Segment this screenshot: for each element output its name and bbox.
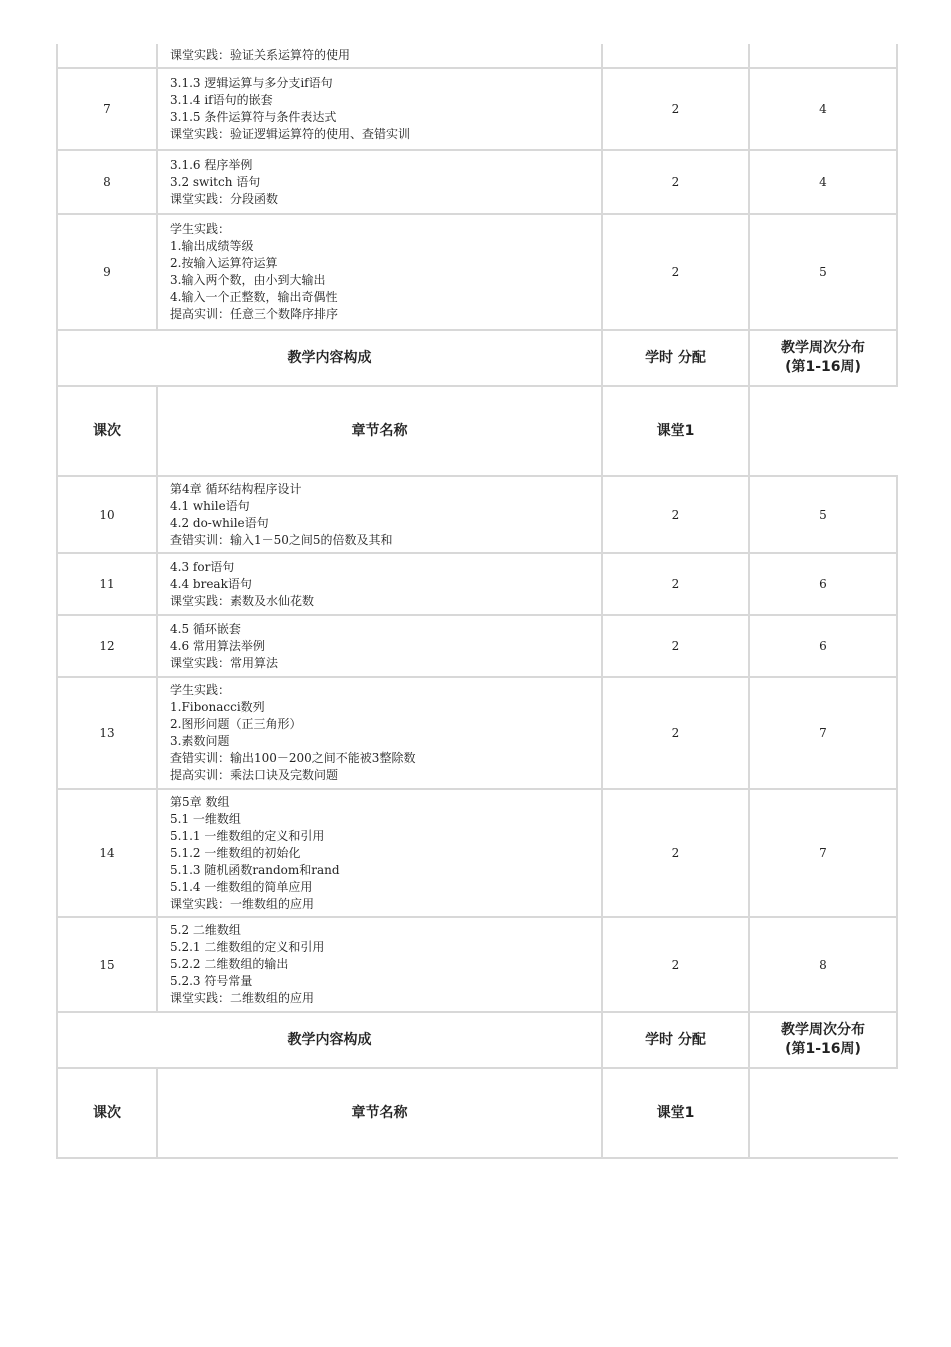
chapter-line: 课堂实践：常用算法 bbox=[170, 655, 279, 670]
table-row bbox=[56, 44, 898, 69]
hours-cell bbox=[603, 44, 750, 69]
table-row bbox=[56, 790, 898, 918]
week-cell: 4 bbox=[750, 69, 898, 151]
table-row bbox=[56, 678, 898, 790]
chapter-cell bbox=[158, 151, 603, 215]
chapter-line: 1.Fibonacci数列 bbox=[170, 700, 265, 714]
week-cell: 6 bbox=[750, 616, 898, 678]
week-cell bbox=[750, 44, 898, 69]
chapter-line: 5.1.1 一维数组的定义和引用 bbox=[170, 828, 325, 843]
hours-cell: 2 bbox=[603, 477, 750, 554]
schedule-table bbox=[56, 44, 898, 1159]
chapter-cell bbox=[158, 477, 603, 554]
hours-header: 学时 分配 bbox=[603, 1013, 750, 1069]
hours-cell: 2 bbox=[603, 918, 750, 1013]
empty-header bbox=[750, 1069, 898, 1159]
hours-cell: 2 bbox=[603, 69, 750, 151]
lesson-num-header: 课次 bbox=[56, 1069, 158, 1159]
chapter-line: 课堂实践：素数及水仙花数 bbox=[170, 593, 315, 608]
table-header-row bbox=[56, 1013, 898, 1069]
chapter-line: 1.输出成绩等级 bbox=[170, 239, 254, 253]
chapter-line: 学生实践： bbox=[170, 222, 231, 236]
chapter-line: 5.1.4 一维数组的简单应用 bbox=[170, 879, 313, 894]
chapter-line: 5.2.3 符号常量 bbox=[170, 974, 253, 988]
table-subheader-row bbox=[56, 1069, 898, 1159]
week-header bbox=[750, 331, 898, 387]
chapter-line: 课堂实践：验证关系运算符的使用 bbox=[170, 48, 351, 62]
chapter-cell bbox=[158, 790, 603, 918]
chapter-line: 3.1.3 逻辑运算与多分支if语句 bbox=[170, 76, 333, 90]
lesson-number: 14 bbox=[56, 790, 158, 918]
week-cell: 8 bbox=[750, 918, 898, 1013]
chapter-line: 3.1.4 if语句的嵌套 bbox=[170, 93, 273, 107]
hours-cell: 2 bbox=[603, 554, 750, 616]
table-row bbox=[56, 69, 898, 151]
chapter-line: 3.输入两个数，由小到大输出 bbox=[170, 273, 326, 287]
week-cell: 4 bbox=[750, 151, 898, 215]
week-cell: 5 bbox=[750, 215, 898, 331]
hours-cell: 2 bbox=[603, 151, 750, 215]
chapter-cell bbox=[158, 69, 603, 151]
chapter-line: 2.按输入运算符运算 bbox=[170, 256, 278, 270]
chapter-cell bbox=[158, 678, 603, 790]
chapter-line: 3.1.6 程序举例 bbox=[170, 157, 253, 172]
week-header-line2: (第1-16周) bbox=[785, 359, 861, 375]
chapter-line: 学生实践： bbox=[170, 683, 231, 697]
chapter-line: 课堂实践：验证逻辑运算符的使用、查错实训 bbox=[170, 127, 411, 141]
lesson-number: 8 bbox=[56, 151, 158, 215]
chapter-line: 查错实训：输入1－50之间5的倍数及其和 bbox=[170, 532, 393, 547]
chapter-line: 4.1 while语句 bbox=[170, 498, 250, 513]
classroom-header: 课堂1 bbox=[603, 387, 750, 477]
lesson-number: 12 bbox=[56, 616, 158, 678]
lesson-number: 15 bbox=[56, 918, 158, 1013]
table-header-row bbox=[56, 331, 898, 387]
lesson-number: 11 bbox=[56, 554, 158, 616]
week-cell: 7 bbox=[750, 790, 898, 918]
chapter-line: 3.素数问题 bbox=[170, 734, 230, 748]
week-header-line1: 教学周次分布 bbox=[781, 340, 865, 356]
table-row bbox=[56, 477, 898, 554]
table-subheader-row bbox=[56, 387, 898, 477]
empty-header bbox=[750, 387, 898, 477]
chapter-line: 2.图形问题（正三角形） bbox=[170, 717, 302, 731]
chapter-cell bbox=[158, 554, 603, 616]
chapter-line: 课堂实践：一维数组的应用 bbox=[170, 896, 315, 911]
week-header-line2: (第1-16周) bbox=[785, 1041, 861, 1057]
chapter-line: 课堂实践：分段函数 bbox=[170, 191, 279, 206]
chapter-line: 5.1 一维数组 bbox=[170, 811, 241, 826]
chapter-line: 第5章 数组 bbox=[170, 794, 230, 809]
chapter-line: 4.输入一个正整数，输出奇偶性 bbox=[170, 290, 338, 304]
table-row bbox=[56, 616, 898, 678]
chapter-line: 4.5 循环嵌套 bbox=[170, 621, 241, 636]
hours-header: 学时 分配 bbox=[603, 331, 750, 387]
chapter-line: 5.1.3 随机函数random和rand bbox=[170, 862, 340, 877]
chapter-header: 章节名称 bbox=[158, 387, 603, 477]
lesson-number bbox=[56, 44, 158, 69]
chapter-header: 章节名称 bbox=[158, 1069, 603, 1159]
classroom-header: 课堂1 bbox=[603, 1069, 750, 1159]
chapter-line: 4.4 break语句 bbox=[170, 576, 252, 591]
chapter-line: 5.2 二维数组 bbox=[170, 923, 241, 937]
content-header: 教学内容构成 bbox=[56, 1013, 603, 1069]
chapter-line: 5.2.1 二维数组的定义和引用 bbox=[170, 940, 325, 954]
lesson-number: 9 bbox=[56, 215, 158, 331]
table-row bbox=[56, 215, 898, 331]
chapter-line: 提高实训：任意三个数降序排序 bbox=[170, 307, 339, 321]
chapter-line: 3.1.5 条件运算符与条件表达式 bbox=[170, 110, 337, 124]
lesson-num-header: 课次 bbox=[56, 387, 158, 477]
hours-cell: 2 bbox=[603, 215, 750, 331]
week-cell: 5 bbox=[750, 477, 898, 554]
hours-cell: 2 bbox=[603, 790, 750, 918]
week-header-line1: 教学周次分布 bbox=[781, 1022, 865, 1038]
chapter-line: 4.6 常用算法举例 bbox=[170, 638, 265, 653]
chapter-line: 5.1.2 一维数组的初始化 bbox=[170, 845, 301, 860]
chapter-line: 课堂实践：二维数组的应用 bbox=[170, 991, 315, 1005]
table-row bbox=[56, 151, 898, 215]
chapter-cell bbox=[158, 918, 603, 1013]
chapter-line: 5.2.2 二维数组的输出 bbox=[170, 957, 289, 971]
table-row bbox=[56, 554, 898, 616]
table-row bbox=[56, 918, 898, 1013]
chapter-line: 查错实训：输出100－200之间不能被3整除数 bbox=[170, 751, 416, 765]
lesson-number: 13 bbox=[56, 678, 158, 790]
hours-cell: 2 bbox=[603, 678, 750, 790]
chapter-line: 4.2 do-while语句 bbox=[170, 515, 269, 530]
chapter-cell bbox=[158, 616, 603, 678]
week-header bbox=[750, 1013, 898, 1069]
hours-cell: 2 bbox=[603, 616, 750, 678]
lesson-number: 7 bbox=[56, 69, 158, 151]
chapter-line: 3.2 switch 语句 bbox=[170, 174, 261, 189]
chapter-cell bbox=[158, 215, 603, 331]
content-header: 教学内容构成 bbox=[56, 331, 603, 387]
chapter-line: 第4章 循环结构程序设计 bbox=[170, 481, 302, 496]
chapter-cell bbox=[158, 44, 603, 69]
lesson-number: 10 bbox=[56, 477, 158, 554]
week-cell: 7 bbox=[750, 678, 898, 790]
chapter-line: 4.3 for语句 bbox=[170, 559, 235, 574]
week-cell: 6 bbox=[750, 554, 898, 616]
chapter-line: 提高实训：乘法口诀及完数问题 bbox=[170, 768, 339, 782]
